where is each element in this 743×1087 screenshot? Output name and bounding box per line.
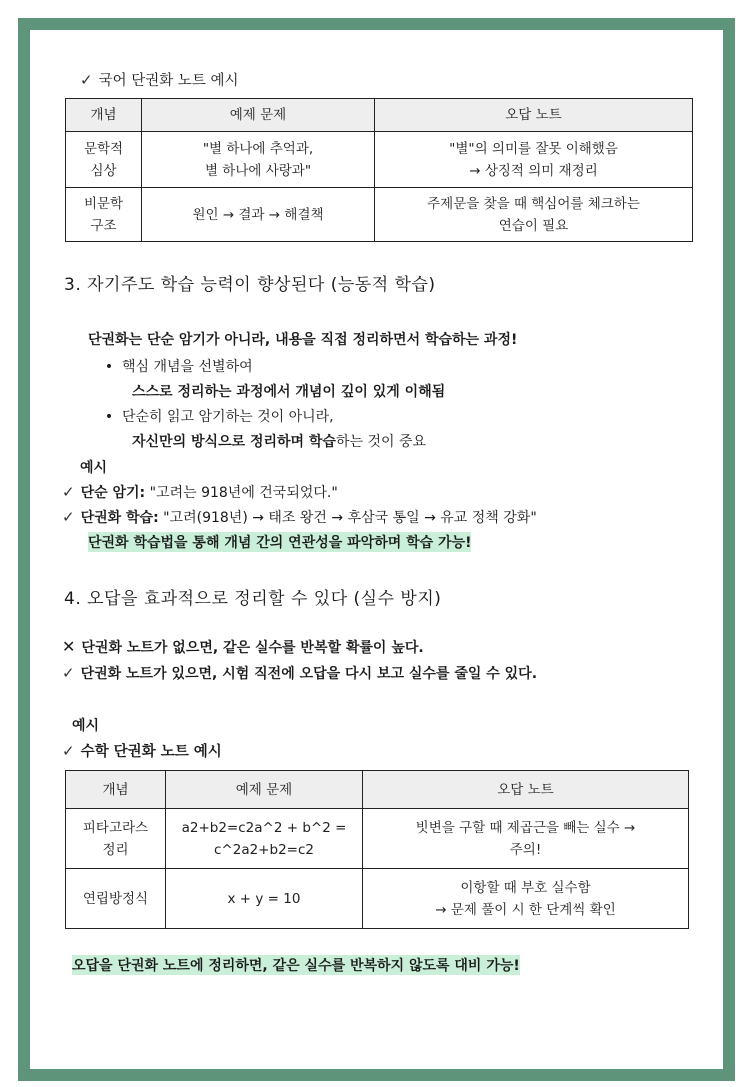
- column-header: 예제 문제: [142, 99, 375, 132]
- korean-table-caption: ✓ 국어 단권화 노트 예시: [80, 71, 239, 89]
- table-row: [66, 869, 689, 929]
- cell-note: 빗변을 구할 때 제곱근을 빼는 실수 → 주의!: [363, 809, 689, 869]
- example-label: 예시: [72, 718, 100, 734]
- cell-concept: 피타고라스 정리: [66, 809, 166, 869]
- column-header: 오답 노트: [375, 99, 693, 132]
- check-icon: ✓: [80, 71, 93, 89]
- cross-icon: ✕: [62, 637, 76, 656]
- section3-intro: 단권화는 단순 암기가 아니라, 내용을 직접 정리하면서 학습하는 과정!: [88, 332, 518, 348]
- section3-heading: 3. 자기주도 학습 능력이 향상된다 (능동적 학습): [64, 275, 436, 295]
- table-row: [66, 809, 689, 869]
- bullet-item-bold: 스스로 정리하는 과정에서 개념이 깊이 있게 이해됨: [132, 384, 446, 400]
- cell-concept: 비문학 구조: [66, 188, 142, 242]
- bullet-item: • 단순히 읽고 암기하는 것이 아니라,: [104, 409, 334, 425]
- with-note-line: ✓ 단권화 노트가 있으면, 시험 직전에 오답을 다시 보고 실수를 줄일 수 있다.: [62, 664, 538, 682]
- cell-concept: 연립방정식: [66, 869, 166, 929]
- check-icon: ✓: [62, 664, 75, 682]
- math-note-table: [65, 770, 689, 929]
- bullet-item: • 핵심 개념을 선별하여: [104, 359, 253, 375]
- table-header-row: [66, 99, 693, 132]
- cell-note: 이항할 때 부호 실수함 → 문제 풀이 시 한 단계씩 확인: [363, 869, 689, 929]
- cell-problem: "별 하나에 추억과, 별 하나에 사랑과": [142, 132, 375, 188]
- cell-note: 주제문을 찾을 때 핵심어를 체크하는 연습이 필요: [375, 188, 693, 242]
- section3-highlight: 단권화 학습법을 통해 개념 간의 연관성을 파악하며 학습 가능!: [88, 532, 471, 552]
- check-icon: ✓: [62, 508, 75, 526]
- example-simple-memorize: ✓ 단순 암기: "고려는 918년에 건국되었다.": [62, 483, 338, 501]
- bullet-item: 자신만의 방식으로 정리하며 학습하는 것이 중요: [132, 434, 427, 450]
- cell-problem: 원인 → 결과 → 해결책: [142, 188, 375, 242]
- cell-note: "별"의 의미를 잘못 이해했음 → 상징적 의미 재정리: [375, 132, 693, 188]
- cell-concept: 문학적 심상: [66, 132, 142, 188]
- example-label: 예시: [80, 460, 108, 476]
- column-header: 개념: [66, 771, 166, 809]
- section4-conclusion: 오답을 단권화 노트에 정리하면, 같은 실수를 반복하지 않도록 대비 가능!: [72, 955, 520, 975]
- math-table-caption: ✓ 수학 단권화 노트 예시: [62, 742, 222, 760]
- cell-problem: a2+b2=c2a^2 + b^2 = c^2a2+b2=c2: [166, 809, 363, 869]
- column-header: 개념: [66, 99, 142, 132]
- table-header-row: [66, 771, 689, 809]
- table-row: [66, 188, 693, 242]
- without-note-line: ✕ 단권화 노트가 없으면, 같은 실수를 반복할 확률이 높다.: [62, 637, 424, 656]
- example-danggwonhwa: ✓ 단권화 학습: "고려(918년) → 태조 왕건 → 후삼국 통일 → 유교 정책 강화": [62, 508, 537, 526]
- column-header: 오답 노트: [363, 771, 689, 809]
- section4-heading: 4. 오답을 효과적으로 정리할 수 있다 (실수 방지): [64, 589, 442, 609]
- column-header: 예제 문제: [166, 771, 363, 809]
- cell-problem: x + y = 10: [166, 869, 363, 929]
- table-row: [66, 132, 693, 188]
- korean-note-table: [65, 98, 693, 242]
- check-icon: ✓: [62, 742, 75, 760]
- check-icon: ✓: [62, 483, 75, 501]
